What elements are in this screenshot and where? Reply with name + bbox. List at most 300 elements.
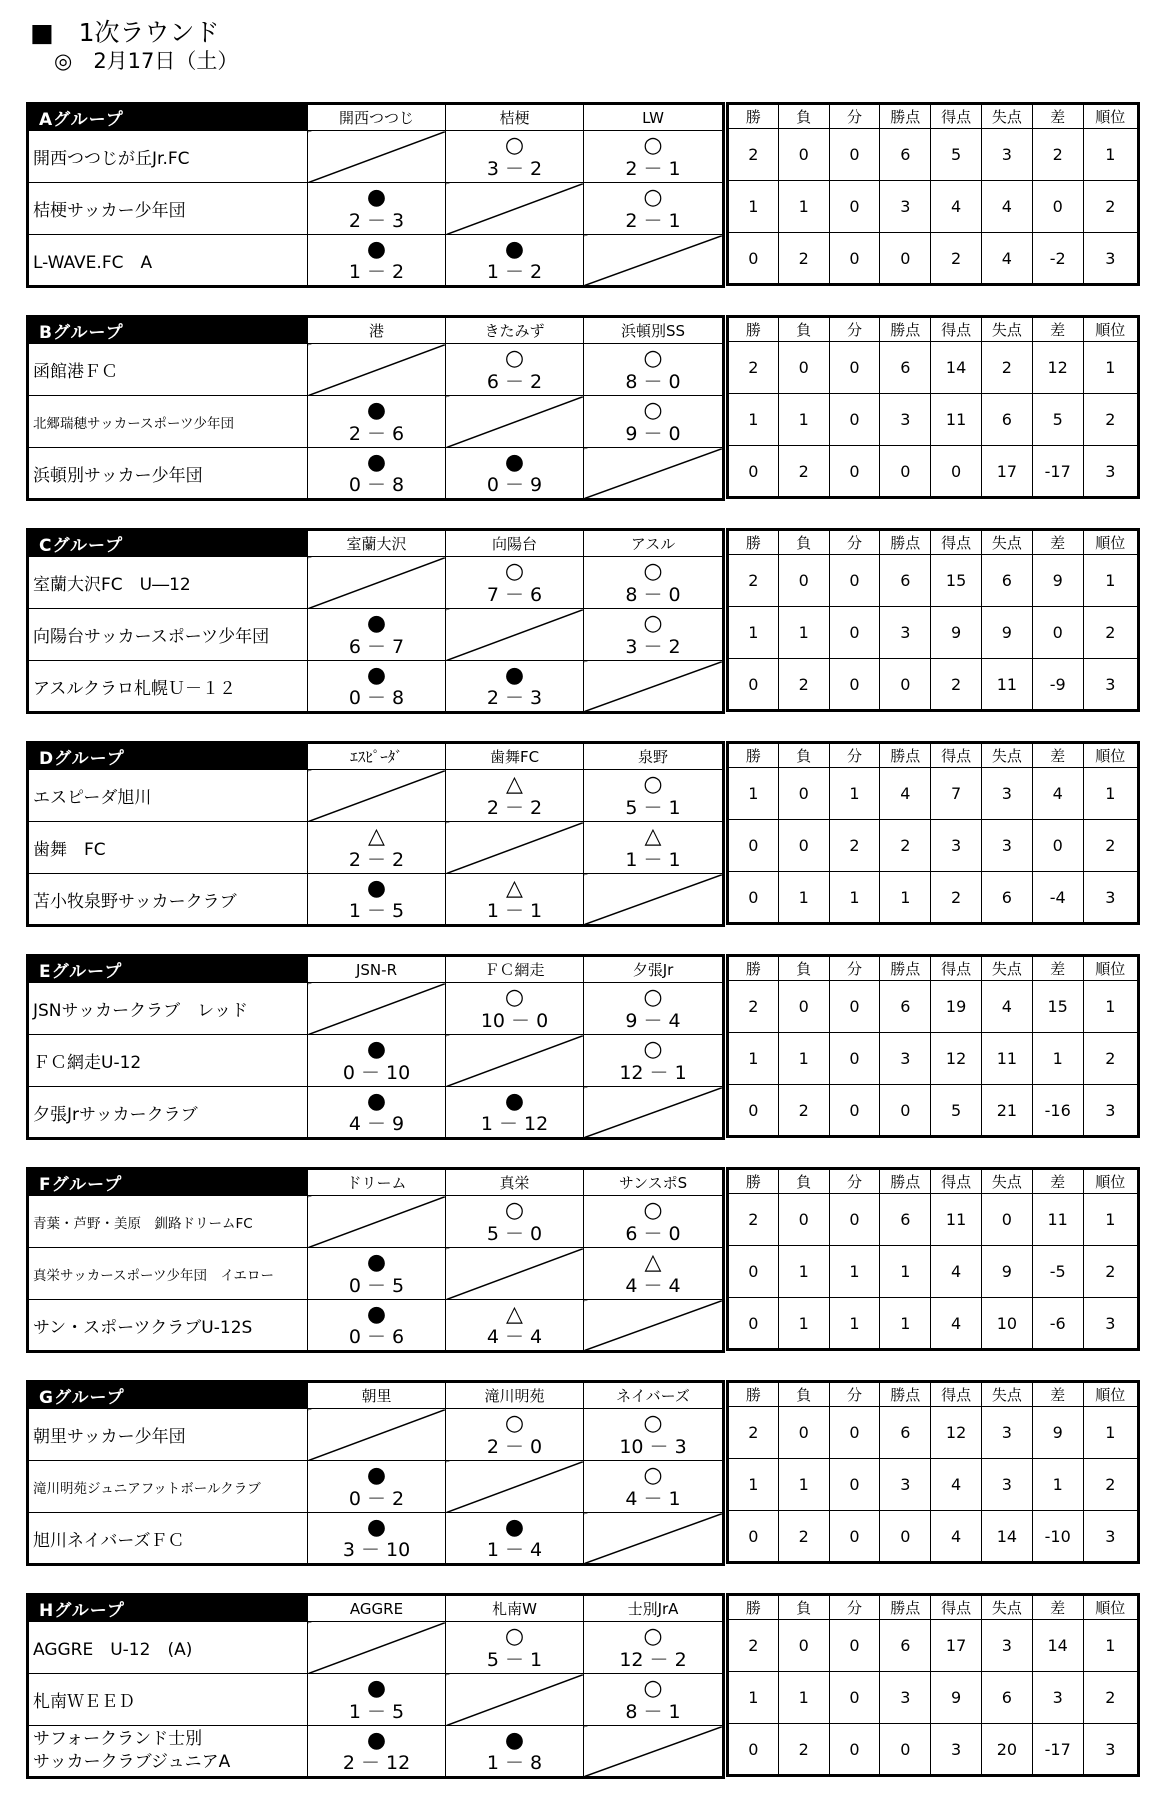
stat-column-header: 失点 xyxy=(981,104,1032,129)
win-mark-icon: ○ xyxy=(643,398,663,423)
stat-column-header: 得点 xyxy=(931,1169,982,1194)
group-match-table xyxy=(26,954,725,1140)
stat-value: 17 xyxy=(931,1620,982,1672)
stat-value: 1 xyxy=(1032,1033,1083,1085)
draw-mark-icon: △ xyxy=(506,772,523,797)
opponent-column-header: アスル xyxy=(584,530,724,557)
stat-value: 1 xyxy=(880,1246,931,1298)
stat-value: 9 xyxy=(931,1672,982,1724)
stat-value: 5 xyxy=(931,129,982,181)
team-row xyxy=(28,1622,724,1674)
group-block xyxy=(26,954,1140,1135)
match-result-cell xyxy=(446,1409,584,1461)
stat-value: 2 xyxy=(728,1620,779,1672)
stat-value: 0 xyxy=(1032,607,1083,659)
stat-column-header: 順位 xyxy=(1083,743,1138,768)
team-name: アスルクラロ札幌Ｕ－１２ xyxy=(28,661,308,713)
stat-value: 0 xyxy=(728,1724,779,1776)
stat-value: 3 xyxy=(1032,1672,1083,1724)
match-result-cell xyxy=(446,1513,584,1565)
stat-value: 1 xyxy=(829,1298,880,1350)
match-score: 1 － 8 xyxy=(486,1752,543,1774)
match-result-cell xyxy=(308,1674,446,1726)
stat-value: 11 xyxy=(931,394,982,446)
stat-value: -10 xyxy=(1032,1511,1083,1563)
stat-column-header: 失点 xyxy=(981,1169,1032,1194)
stat-value: -16 xyxy=(1032,1085,1083,1137)
standing-row xyxy=(728,1672,1139,1724)
stat-column-header: 得点 xyxy=(931,743,982,768)
loss-mark-icon: ● xyxy=(504,450,525,475)
stat-value: 2 xyxy=(728,1194,779,1246)
self-match-cell xyxy=(446,1674,584,1726)
stat-value: 2 xyxy=(728,342,779,394)
standing-row xyxy=(728,181,1139,233)
stat-value: 2 xyxy=(1083,1459,1138,1511)
loss-mark-icon: ● xyxy=(366,1515,387,1540)
win-mark-icon: ○ xyxy=(643,1037,663,1062)
win-mark-icon: ○ xyxy=(504,559,525,584)
stat-value: 1 xyxy=(829,768,880,820)
standing-row xyxy=(728,233,1139,285)
group-block xyxy=(26,1167,1140,1348)
stat-value: 1 xyxy=(778,394,829,446)
stat-value: 0 xyxy=(778,1194,829,1246)
stat-column-header: 差 xyxy=(1032,956,1083,981)
team-name: エスピーダ旭川 xyxy=(28,770,308,822)
stat-value: -17 xyxy=(1032,1724,1083,1776)
stat-value: 6 xyxy=(880,1407,931,1459)
stat-column-header: 得点 xyxy=(931,956,982,981)
self-match-cell xyxy=(308,1622,446,1674)
stat-value: 17 xyxy=(981,446,1032,498)
stat-value: 2 xyxy=(778,659,829,711)
standing-row xyxy=(728,129,1139,181)
stat-column-header: 勝 xyxy=(728,956,779,981)
win-mark-icon: ○ xyxy=(643,559,663,584)
opponent-column-header: きたみず xyxy=(446,317,584,344)
stat-column-header: 得点 xyxy=(931,1595,982,1620)
self-match-cell xyxy=(446,609,584,661)
match-score: 0 － 9 xyxy=(486,474,543,496)
match-score: 8 － 1 xyxy=(625,1701,681,1723)
stat-value: 11 xyxy=(1032,1194,1083,1246)
opponent-column-header: 滝川明苑 xyxy=(446,1382,584,1409)
draw-mark-icon: △ xyxy=(506,1302,523,1327)
stat-column-header: 順位 xyxy=(1083,956,1138,981)
self-match-cell xyxy=(308,557,446,609)
stat-column-header: 得点 xyxy=(931,530,982,555)
stat-value: 4 xyxy=(981,233,1032,285)
stat-value: 9 xyxy=(1032,1407,1083,1459)
group-name: Hグループ xyxy=(28,1595,308,1622)
stat-value: 3 xyxy=(981,129,1032,181)
stat-value: 9 xyxy=(981,607,1032,659)
group-block xyxy=(26,1380,1140,1561)
team-row xyxy=(28,874,724,926)
stat-value: 1 xyxy=(1083,1407,1138,1459)
stat-column-header: 負 xyxy=(778,1595,829,1620)
win-mark-icon: ○ xyxy=(643,1198,663,1223)
stat-value: -2 xyxy=(1032,233,1083,285)
stat-value: 2 xyxy=(1083,1672,1138,1724)
match-result-cell xyxy=(308,1087,446,1139)
stat-value: 20 xyxy=(981,1724,1032,1776)
standing-row xyxy=(728,1620,1139,1672)
stat-value: 15 xyxy=(931,555,982,607)
match-result-cell xyxy=(446,1622,584,1674)
stat-value: 2 xyxy=(1083,1246,1138,1298)
match-score: 7 － 6 xyxy=(486,584,543,606)
stat-value: 3 xyxy=(1083,446,1138,498)
draw-mark-icon: △ xyxy=(644,824,662,849)
stat-column-header: 得点 xyxy=(931,317,982,342)
loss-mark-icon: ● xyxy=(504,1089,525,1114)
match-result-cell xyxy=(584,183,724,235)
stat-value: 3 xyxy=(981,768,1032,820)
stat-value: 1 xyxy=(1083,981,1138,1033)
match-result-cell xyxy=(308,1513,446,1565)
standing-row xyxy=(728,1511,1139,1563)
stat-value: 0 xyxy=(829,1724,880,1776)
stat-value: 0 xyxy=(778,981,829,1033)
match-result-cell xyxy=(308,1248,446,1300)
opponent-column-header: 港 xyxy=(308,317,446,344)
team-name: 歯舞 FC xyxy=(28,822,308,874)
stat-column-header: 差 xyxy=(1032,1169,1083,1194)
self-match-cell xyxy=(584,1726,724,1778)
stat-column-header: 順位 xyxy=(1083,1595,1138,1620)
self-match-cell xyxy=(584,235,724,287)
match-result-cell xyxy=(308,183,446,235)
group-name: Fグループ xyxy=(28,1169,308,1196)
team-row xyxy=(28,822,724,874)
team-row xyxy=(28,448,724,500)
stat-value: 3 xyxy=(1083,1724,1138,1776)
match-score: 2 － 2 xyxy=(348,849,405,871)
stat-value: 1 xyxy=(829,1246,880,1298)
standing-row xyxy=(728,1033,1139,1085)
stat-value: 3 xyxy=(1083,1085,1138,1137)
stat-column-header: 差 xyxy=(1032,1595,1083,1620)
loss-mark-icon: ● xyxy=(366,1037,387,1062)
win-mark-icon: ○ xyxy=(504,985,525,1010)
standing-row xyxy=(728,1724,1139,1776)
win-mark-icon: ○ xyxy=(504,346,525,371)
match-score: 0 － 6 xyxy=(348,1326,405,1348)
stat-value: 4 xyxy=(880,768,931,820)
win-mark-icon: ○ xyxy=(643,1676,663,1701)
self-match-cell xyxy=(584,874,724,926)
stat-value: 3 xyxy=(1083,659,1138,711)
stat-value: 15 xyxy=(1032,981,1083,1033)
stat-value: 0 xyxy=(778,129,829,181)
win-mark-icon: ○ xyxy=(504,1411,525,1436)
match-result-cell xyxy=(308,1461,446,1513)
loss-mark-icon: ● xyxy=(366,237,387,262)
loss-mark-icon: ● xyxy=(366,876,387,901)
team-name xyxy=(28,1726,308,1778)
stat-value: 3 xyxy=(931,1724,982,1776)
match-score: 4 － 4 xyxy=(486,1326,543,1348)
stat-value: 4 xyxy=(931,1459,982,1511)
stat-value: 0 xyxy=(778,820,829,872)
stat-value: 1 xyxy=(778,1459,829,1511)
match-score: 0 － 8 xyxy=(348,474,405,496)
team-name: JSNサッカークラブ レッド xyxy=(28,983,308,1035)
win-mark-icon: ○ xyxy=(643,611,663,636)
stat-value: 11 xyxy=(931,1194,982,1246)
standing-row xyxy=(728,607,1139,659)
stat-column-header: 差 xyxy=(1032,1382,1083,1407)
stat-column-header: 失点 xyxy=(981,1595,1032,1620)
stat-column-header: 勝点 xyxy=(880,1169,931,1194)
stat-value: 4 xyxy=(981,981,1032,1033)
loss-mark-icon: ● xyxy=(366,450,387,475)
standing-row xyxy=(728,342,1139,394)
self-match-cell xyxy=(446,1035,584,1087)
match-score: 3 － 2 xyxy=(625,636,681,658)
self-match-cell xyxy=(308,1409,446,1461)
win-mark-icon: ○ xyxy=(643,185,663,210)
stat-value: 2 xyxy=(981,342,1032,394)
group-block xyxy=(26,102,1140,283)
stat-value: 9 xyxy=(1032,555,1083,607)
stat-value: 0 xyxy=(880,1724,931,1776)
stat-value: 1 xyxy=(1083,768,1138,820)
team-name: 真栄サッカースポーツ少年団 イエロー xyxy=(28,1248,308,1300)
stat-column-header: 負 xyxy=(778,1382,829,1407)
match-result-cell xyxy=(308,235,446,287)
match-result-cell xyxy=(446,235,584,287)
stat-column-header: 差 xyxy=(1032,104,1083,129)
stat-value: 2 xyxy=(728,129,779,181)
stat-value: 2 xyxy=(931,659,982,711)
stat-value: 3 xyxy=(880,1459,931,1511)
match-result-cell xyxy=(584,1409,724,1461)
group-match-table xyxy=(26,1380,725,1566)
stat-column-header: 勝 xyxy=(728,743,779,768)
team-name: AGGRE U-12 (A) xyxy=(28,1622,308,1674)
page-header xyxy=(30,18,238,74)
team-row xyxy=(28,1087,724,1139)
opponent-column-header: 桔梗 xyxy=(446,104,584,131)
team-name: 札南ＷＥＥＤ xyxy=(28,1674,308,1726)
stat-value: 2 xyxy=(1083,181,1138,233)
standing-row xyxy=(728,981,1139,1033)
stat-value: 3 xyxy=(981,1620,1032,1672)
opponent-column-header: 歯舞FC xyxy=(446,743,584,770)
standing-row xyxy=(728,768,1139,820)
stat-value: 0 xyxy=(829,394,880,446)
loss-mark-icon: ● xyxy=(366,185,387,210)
stat-value: 19 xyxy=(931,981,982,1033)
stat-value: 3 xyxy=(880,607,931,659)
stat-value: 2 xyxy=(778,1085,829,1137)
loss-mark-icon: ● xyxy=(504,1515,525,1540)
match-result-cell xyxy=(308,1035,446,1087)
match-result-cell xyxy=(584,1461,724,1513)
opponent-column-header: 札南W xyxy=(446,1595,584,1622)
stat-value: 1 xyxy=(829,872,880,924)
loss-mark-icon: ● xyxy=(366,663,387,688)
standing-row xyxy=(728,1459,1139,1511)
stat-column-header: 勝点 xyxy=(880,1382,931,1407)
stat-value: -6 xyxy=(1032,1298,1083,1350)
stat-value: 0 xyxy=(829,1620,880,1672)
stat-value: 1 xyxy=(1083,1194,1138,1246)
stat-value: 2 xyxy=(1083,607,1138,659)
stat-value: 7 xyxy=(931,768,982,820)
stat-value: 1 xyxy=(778,872,829,924)
stat-column-header: 得点 xyxy=(931,1382,982,1407)
stat-value: 0 xyxy=(829,1085,880,1137)
group-name: Cグループ xyxy=(28,530,308,557)
stat-value: 2 xyxy=(880,820,931,872)
stat-value: 0 xyxy=(728,872,779,924)
stat-value: 6 xyxy=(880,555,931,607)
standing-row xyxy=(728,820,1139,872)
stat-value: 2 xyxy=(728,1407,779,1459)
group-standings-table xyxy=(726,1380,1140,1564)
team-row xyxy=(28,1513,724,1565)
group-match-table xyxy=(26,741,725,927)
match-result-cell xyxy=(308,1300,446,1352)
stat-value: 3 xyxy=(880,1672,931,1724)
match-result-cell xyxy=(446,131,584,183)
opponent-column-header: 浜頓別SS xyxy=(584,317,724,344)
team-name: L-WAVE.FC A xyxy=(28,235,308,287)
stat-value: 0 xyxy=(1032,181,1083,233)
stat-value: 3 xyxy=(1083,1298,1138,1350)
stat-column-header: 順位 xyxy=(1083,1382,1138,1407)
stat-value: 0 xyxy=(880,659,931,711)
opponent-column-header: サンスポS xyxy=(584,1169,724,1196)
team-name: 桔梗サッカー少年団 xyxy=(28,183,308,235)
match-score: 0 － 2 xyxy=(348,1488,405,1510)
opponent-column-header: 泉野 xyxy=(584,743,724,770)
match-score: 2 － 12 xyxy=(342,1752,411,1774)
stat-column-header: 分 xyxy=(829,743,880,768)
stat-value: 5 xyxy=(1032,394,1083,446)
team-row xyxy=(28,131,724,183)
stat-value: 2 xyxy=(728,981,779,1033)
opponent-column-header: 夕張Jr xyxy=(584,956,724,983)
stat-value: 0 xyxy=(880,1511,931,1563)
stat-value: 6 xyxy=(981,872,1032,924)
opponent-column-header: ドリーム xyxy=(308,1169,446,1196)
stat-value: 0 xyxy=(981,1194,1032,1246)
stat-column-header: 順位 xyxy=(1083,104,1138,129)
group-match-table xyxy=(26,315,725,501)
team-name: 滝川明苑ジュニアフットボールクラブ xyxy=(28,1461,308,1513)
stat-value: 14 xyxy=(931,342,982,394)
match-score: 0 － 8 xyxy=(348,687,405,709)
group-standings-table xyxy=(726,102,1140,286)
group-block xyxy=(26,1593,1140,1774)
stat-value: 12 xyxy=(931,1033,982,1085)
stat-column-header: 得点 xyxy=(931,104,982,129)
match-result-cell xyxy=(446,983,584,1035)
opponent-column-header: AGGRE xyxy=(308,1595,446,1622)
team-name: 朝里サッカー少年団 xyxy=(28,1409,308,1461)
self-match-cell xyxy=(446,1248,584,1300)
group-standings-table xyxy=(726,741,1140,925)
stat-value: 0 xyxy=(829,1459,880,1511)
stat-value: 0 xyxy=(1032,820,1083,872)
match-score: 1 － 4 xyxy=(486,1539,543,1561)
self-match-cell xyxy=(308,131,446,183)
stat-column-header: 分 xyxy=(829,1382,880,1407)
group-match-table xyxy=(26,528,725,714)
team-row xyxy=(28,661,724,713)
stat-value: 0 xyxy=(829,555,880,607)
match-result-cell xyxy=(584,396,724,448)
self-match-cell xyxy=(446,1461,584,1513)
match-result-cell xyxy=(446,770,584,822)
loss-mark-icon: ● xyxy=(504,237,525,262)
stat-value: 1 xyxy=(1083,555,1138,607)
stat-value: 11 xyxy=(981,659,1032,711)
opponent-column-header: JSN-R xyxy=(308,956,446,983)
stat-value: 4 xyxy=(931,1511,982,1563)
stat-value: 1 xyxy=(728,1033,779,1085)
stat-column-header: 勝点 xyxy=(880,956,931,981)
standing-row xyxy=(728,394,1139,446)
match-score: 8 － 0 xyxy=(625,584,681,606)
loss-mark-icon: ● xyxy=(366,398,387,423)
stat-column-header: 分 xyxy=(829,1169,880,1194)
stat-value: 2 xyxy=(778,446,829,498)
match-result-cell xyxy=(584,1196,724,1248)
stat-value: 3 xyxy=(880,394,931,446)
match-score: 2 － 3 xyxy=(348,210,405,232)
stat-column-header: 勝 xyxy=(728,530,779,555)
stat-value: 3 xyxy=(981,1407,1032,1459)
group-standings-table xyxy=(726,1593,1140,1777)
match-score: 0 － 5 xyxy=(348,1275,405,1297)
group-match-table xyxy=(26,102,725,288)
team-row xyxy=(28,1409,724,1461)
stat-value: 0 xyxy=(829,607,880,659)
stat-value: 0 xyxy=(829,659,880,711)
standing-row xyxy=(728,1298,1139,1350)
stat-value: 0 xyxy=(880,446,931,498)
match-score: 0 － 10 xyxy=(342,1062,411,1084)
stat-value: 1 xyxy=(880,872,931,924)
match-score: 2 － 1 xyxy=(625,210,681,232)
group-standings-table xyxy=(726,1167,1140,1351)
stat-value: 2 xyxy=(1083,820,1138,872)
stat-column-header: 失点 xyxy=(981,530,1032,555)
match-score: 2 － 6 xyxy=(348,423,405,445)
win-mark-icon: ○ xyxy=(504,133,525,158)
team-row xyxy=(28,1300,724,1352)
stat-value: 1 xyxy=(778,181,829,233)
stat-column-header: 負 xyxy=(778,104,829,129)
team-row xyxy=(28,1674,724,1726)
stat-value: 0 xyxy=(778,768,829,820)
stat-value: 9 xyxy=(931,607,982,659)
stat-value: 0 xyxy=(829,233,880,285)
stat-value: 6 xyxy=(880,1620,931,1672)
standing-row xyxy=(728,1407,1139,1459)
match-result-cell xyxy=(584,557,724,609)
stat-value: 11 xyxy=(981,1033,1032,1085)
win-mark-icon: ○ xyxy=(504,1198,525,1223)
stat-column-header: 勝 xyxy=(728,1169,779,1194)
match-result-cell xyxy=(308,448,446,500)
